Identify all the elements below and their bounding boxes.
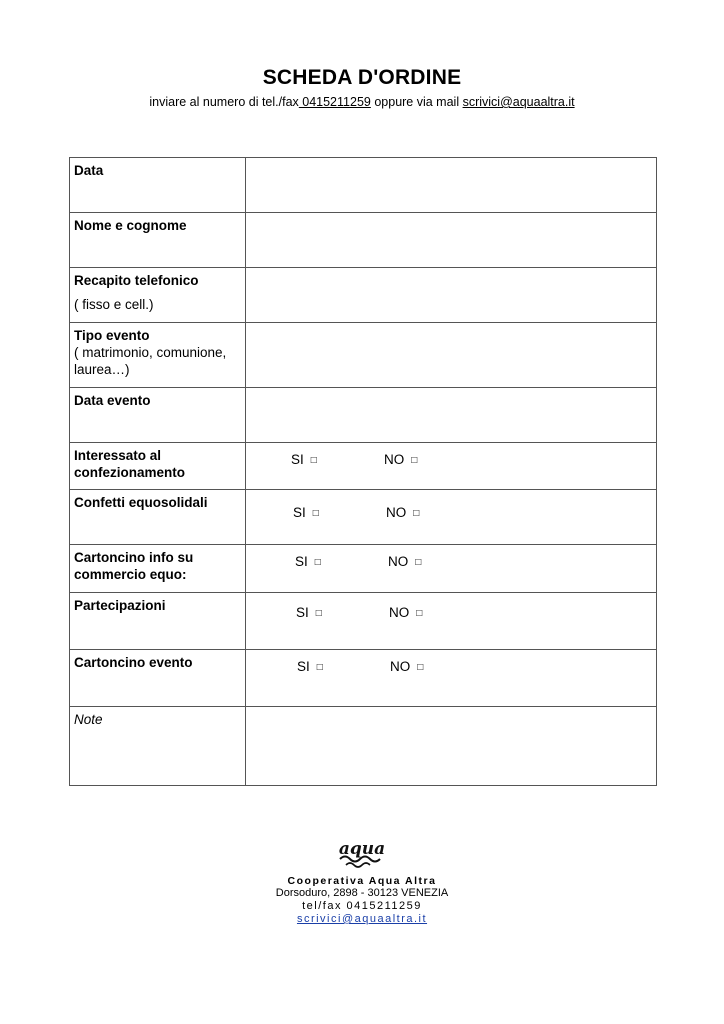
row-partecipazioni [70, 593, 657, 650]
field-interessato [246, 443, 657, 490]
field-tipo[interactable] [246, 323, 657, 388]
field-partecipazioni [246, 593, 657, 650]
footer-address: Dorsoduro, 2898 - 30123 VENEZIA [275, 887, 449, 899]
row-recapito [70, 268, 657, 323]
option-si[interactable]: SI □ [293, 505, 319, 520]
option-no[interactable]: NO □ [390, 659, 424, 674]
option-no[interactable]: NO □ [384, 452, 418, 467]
row-data-evento [70, 388, 657, 443]
checkbox-si-icon[interactable]: □ [310, 455, 317, 466]
footer-cooperativa: Cooperativa Aqua Altra [287, 875, 437, 887]
order-form-table [69, 157, 657, 786]
row-tipo [70, 323, 657, 388]
aqua-logo-icon [332, 838, 392, 870]
row-confetti [70, 490, 657, 545]
label-interessato: Interessato al confezionamento [70, 443, 246, 490]
row-data [70, 158, 657, 213]
label-recapito: Recapito telefonico ( fisso e cell.) [70, 268, 246, 323]
label-cartoncino-evento: Cartoncino evento [70, 650, 246, 707]
field-note[interactable] [246, 707, 657, 786]
checkbox-si-icon[interactable]: □ [315, 608, 322, 619]
label-note: Note [70, 707, 246, 786]
label-confetti: Confetti equosolidali [70, 490, 246, 545]
checkbox-no-icon[interactable]: □ [413, 508, 420, 519]
row-cartoncino-evento [70, 650, 657, 707]
option-no[interactable]: NO □ [388, 554, 422, 569]
field-recapito[interactable] [246, 268, 657, 323]
option-no[interactable]: NO □ [389, 605, 423, 620]
label-nome: Nome e cognome [70, 213, 246, 268]
checkbox-no-icon[interactable]: □ [416, 608, 423, 619]
row-cartoncino-info [70, 545, 657, 593]
label-tipo-sub: ( matrimonio, comunione, laurea…) [74, 345, 227, 377]
checkbox-si-icon[interactable]: □ [314, 557, 321, 568]
field-cartoncino-evento [246, 650, 657, 707]
subtitle-middle: oppure via mail [370, 95, 463, 109]
email-link[interactable]: scrivici@aquaaltra.it [462, 95, 575, 109]
option-si[interactable]: SI □ [295, 554, 321, 569]
document-title: SCHEDA D'ORDINE [262, 66, 462, 89]
label-tipo: Tipo evento ( matrimonio, comunione, laurea…) [70, 323, 246, 388]
checkbox-no-icon[interactable]: □ [417, 662, 424, 673]
option-no[interactable]: NO □ [386, 505, 420, 520]
label-data-evento: Data evento [70, 388, 246, 443]
checkbox-no-icon[interactable]: □ [411, 455, 418, 466]
footer-email [0, 913, 724, 925]
aqua-logo [0, 838, 724, 875]
footer-telfax: tel/fax 0415211259 [302, 900, 422, 912]
row-interessato [70, 443, 657, 490]
label-recapito-sub: ( fisso e cell.) [74, 297, 154, 312]
phone-link[interactable]: 0415211259 [298, 95, 371, 109]
checkbox-no-icon[interactable]: □ [415, 557, 422, 568]
option-si[interactable]: SI □ [296, 605, 322, 620]
document-subtitle [0, 95, 724, 109]
label-data: Data [70, 158, 246, 213]
label-cartoncino-info: Cartoncino info su commercio equo: [70, 545, 246, 593]
field-nome[interactable] [246, 213, 657, 268]
field-confetti [246, 490, 657, 545]
option-si[interactable]: SI □ [291, 452, 317, 467]
row-nome [70, 213, 657, 268]
label-partecipazioni: Partecipazioni [70, 593, 246, 650]
row-note [70, 707, 657, 786]
field-data-evento[interactable] [246, 388, 657, 443]
checkbox-si-icon[interactable]: □ [316, 662, 323, 673]
field-data[interactable] [246, 158, 657, 213]
subtitle-prefix: inviare al numero di tel./fax [149, 95, 299, 109]
checkbox-si-icon[interactable]: □ [312, 508, 319, 519]
field-cartoncino-info [246, 545, 657, 593]
option-si[interactable]: SI □ [297, 659, 323, 674]
footer-email-link[interactable]: scrivici@aquaaltra.it [296, 913, 428, 925]
svg-text:aqua: aqua [338, 839, 386, 859]
